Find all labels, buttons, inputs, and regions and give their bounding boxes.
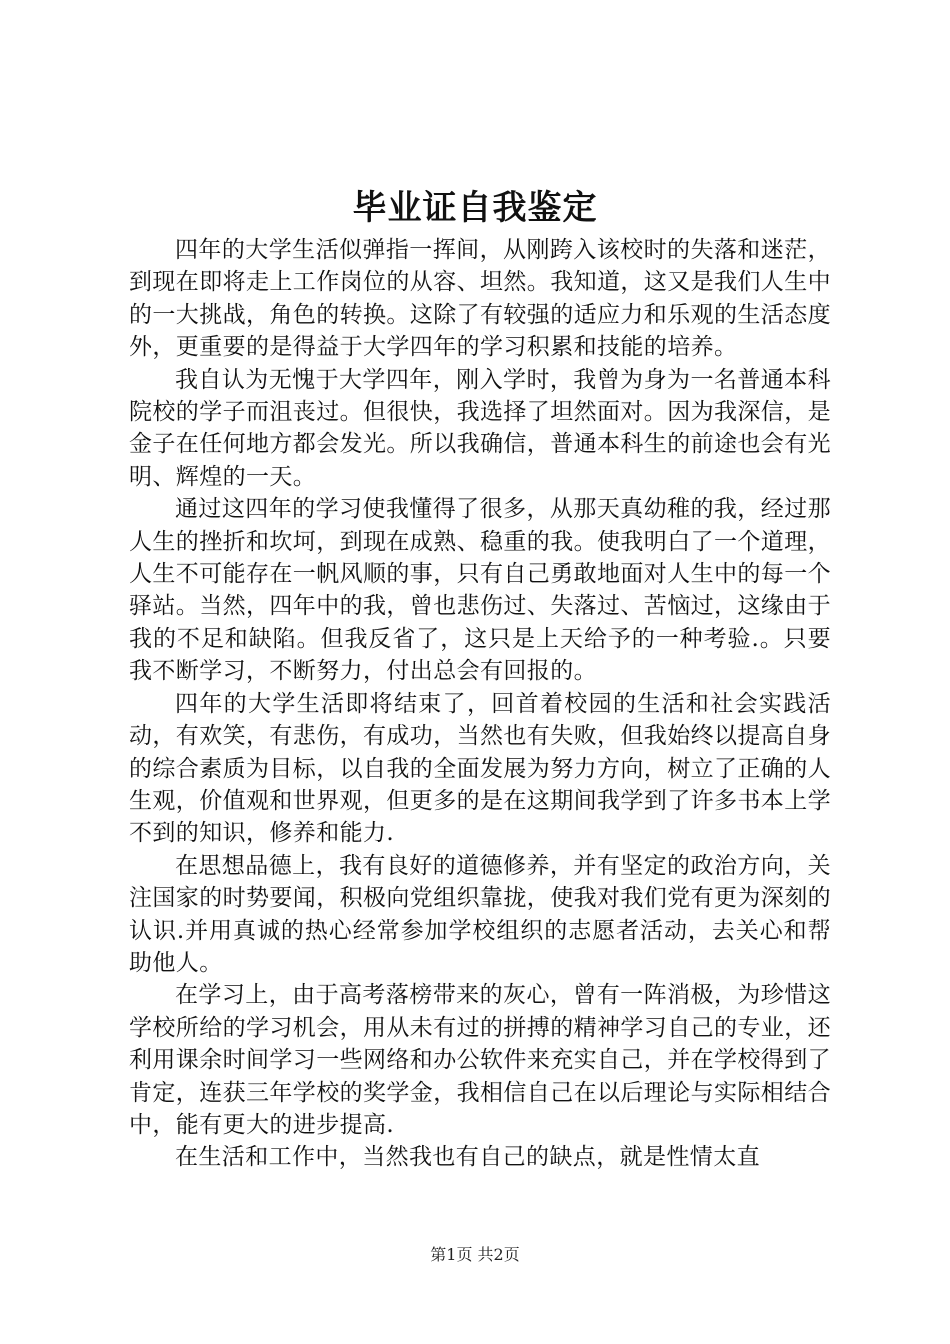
paragraph-4: 四年的大学生活即将结束了，回首着校园的生活和社会实践活动，有欢笑，有悲伤，有成功，当然也有失败，但我始终以提高自身的综合素质为目标，以自我的全面发展为努力方向，树立了正确的人生观，价值观和世界观，但更多的是在这期间我学到了许多书本上学不到的知识，修养和能力. xyxy=(129,690,831,847)
paragraph-1: 四年的大学生活似弹指一挥间，从刚跨入该校时的失落和迷茫，到现在即将走上工作岗位的从容、坦然。我知道，这又是我们人生中的一大挑战，角色的转换。这除了有较强的适应力和乐观的生活态度外，更重要的是得益于大学四年的学习积累和技能的培养。 xyxy=(129,237,831,361)
paragraph-3: 通过这四年的学习使我懂得了很多，从那天真幼稚的我，经过那人生的挫折和坎坷，到现在成熟、稳重的我。使我明白了一个道理，人生不可能存在一帆风顺的事，只有自己勇敢地面对人生中的每一个驿站。当然，四年中的我，曾也悲伤过、失落过、苦恼过，这缘由于我的不足和缺陷。但我反省了，这只是上天给予的一种考验.。只要我不断学习，不断努力，付出总会有回报的。 xyxy=(129,496,831,685)
paragraph-5: 在思想品德上，我有良好的道德修养，并有坚定的政治方向，关注国家的时势要闻，积极向党组织靠拢，使我对我们党有更为深刻的认识.并用真诚的热心经常参加学校组织的志愿者活动，去关心和帮助他人。 xyxy=(129,852,831,976)
paragraph-2: 我自认为无愧于大学四年，刚入学时，我曾为身为一名普通本科院校的学子而沮丧过。但很快，我选择了坦然面对。因为我深信，是金子在任何地方都会发光。所以我确信，普通本科生的前途也会有光明、辉煌的一天。 xyxy=(129,366,831,490)
paragraph-6: 在学习上，由于高考落榜带来的灰心，曾有一阵消极，为珍惜这学校所给的学习机会，用从未有过的拼搏的精神学习自己的专业，还利用课余时间学习一些网络和办公软件来充实自己，并在学校得到了肯定，连获三年学校的奖学金，我相信自己在以后理论与实际相结合中，能有更大的进步提高. xyxy=(129,982,831,1138)
page-number-footer: 第1页 共2页 xyxy=(430,1245,520,1264)
document-body xyxy=(129,234,831,1174)
paragraph-7: 在生活和工作中，当然我也有自己的缺点，就是性情太直 xyxy=(175,1144,760,1171)
document-title: 毕业证自我鉴定 xyxy=(352,188,598,228)
